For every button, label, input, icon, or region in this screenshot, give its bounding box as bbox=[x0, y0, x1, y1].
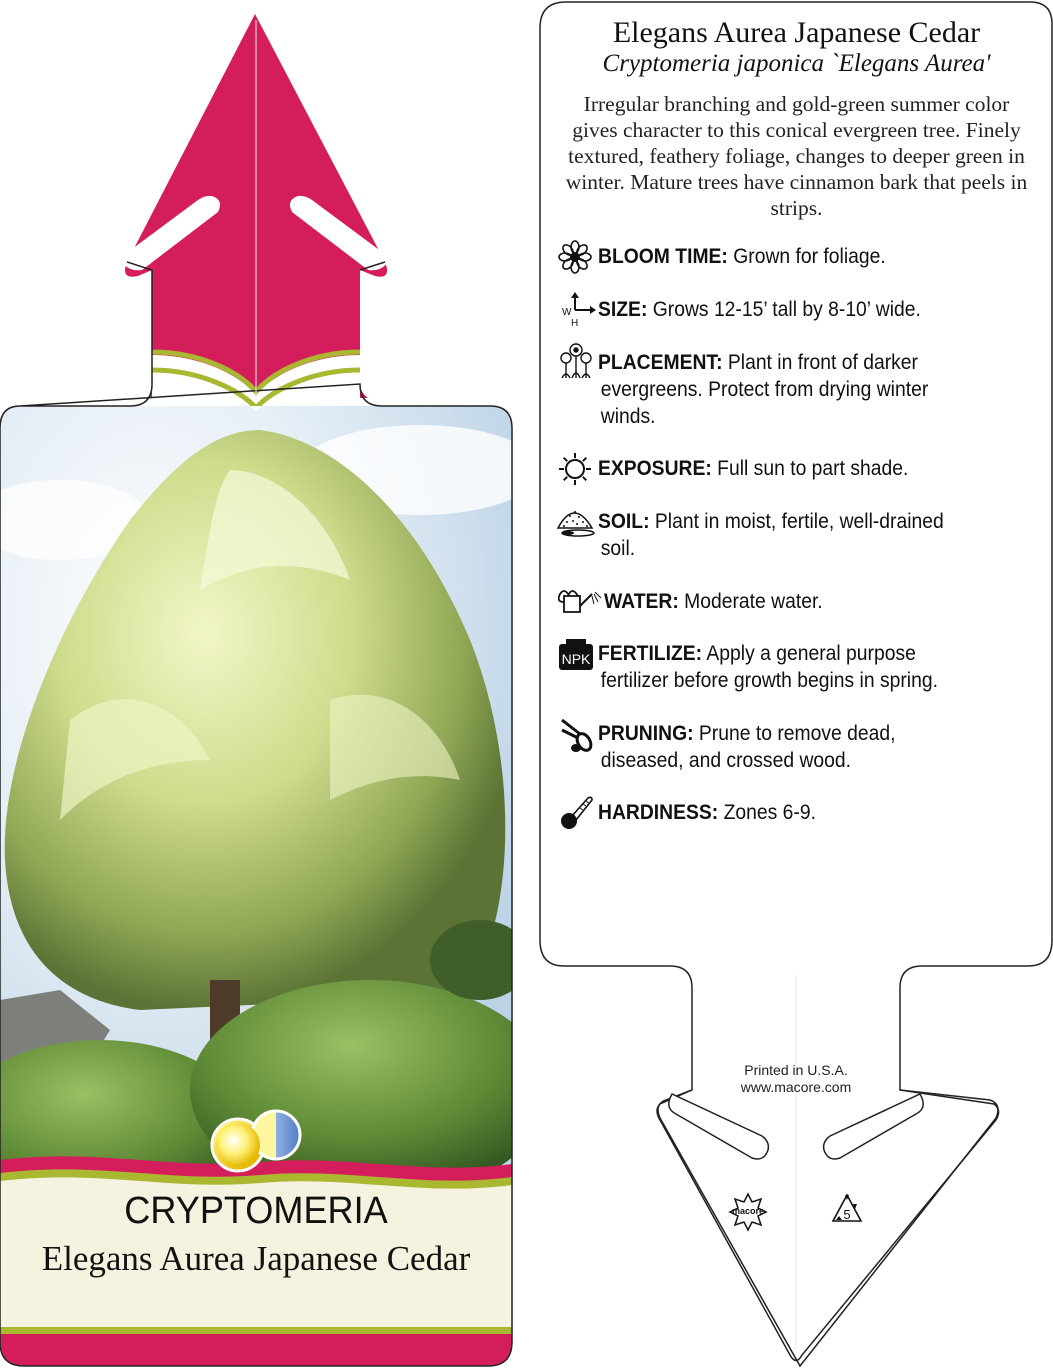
hardiness-text: Zones 6-9. bbox=[723, 801, 816, 824]
soil-label: SOIL: bbox=[598, 510, 650, 533]
bloom-time-row bbox=[598, 243, 886, 270]
front-common-name: Elegans Aurea Japanese Cedar bbox=[41, 1239, 471, 1278]
hardiness-row bbox=[598, 799, 816, 826]
size-label: SIZE: bbox=[598, 298, 648, 321]
pruning-text-line2: diseased, and crossed wood. bbox=[600, 749, 852, 772]
printed-in: Printed in U.S.A. bbox=[744, 1062, 848, 1078]
bloom-time-text: Grown for foliage. bbox=[733, 245, 886, 268]
macore-logo-text: macore bbox=[731, 1206, 765, 1216]
size-wh-icon bbox=[558, 292, 598, 328]
front-genus: CRYPTOMERIA bbox=[124, 1190, 388, 1232]
sun-icon bbox=[558, 452, 592, 486]
pruning-row bbox=[598, 720, 895, 774]
exposure-row bbox=[598, 455, 908, 482]
placement-flowers-icon bbox=[558, 342, 594, 380]
macore-logo-icon bbox=[728, 1192, 768, 1232]
watering-can-icon bbox=[558, 582, 602, 618]
hardiness-label: HARDINESS: bbox=[598, 801, 719, 824]
placement-label: PLACEMENT: bbox=[598, 351, 723, 374]
size-h-label: H bbox=[571, 318, 579, 328]
pruning-text: Prune to remove dead, bbox=[698, 722, 896, 745]
npk-icon bbox=[558, 638, 594, 672]
printer-info bbox=[690, 1062, 902, 1096]
flower-icon bbox=[558, 240, 592, 274]
fertilize-text-line2: fertilizer before growth begins in spring. bbox=[600, 669, 938, 692]
placement-text-line3: winds. bbox=[600, 405, 656, 428]
thermometer-icon bbox=[558, 794, 594, 830]
placement-text: Plant in front of darker bbox=[727, 351, 918, 374]
recycle-5-icon bbox=[830, 1192, 864, 1226]
bloom-time-label: BLOOM TIME: bbox=[598, 245, 728, 268]
latin-name: Cryptomeria japonica `Elegans Aurea' bbox=[602, 50, 991, 77]
pruning-shears-icon bbox=[558, 716, 594, 754]
soil-text: Plant in moist, fertile, well-drained bbox=[654, 510, 944, 533]
placement-row bbox=[598, 349, 928, 430]
plant-description: Irregular branching and gold-green summer color gives character to this conical evergreen tree. Finely textured, feathery foliage, changes to deeper green in winter. Mature trees have cinnamon bark that peels in strips. bbox=[565, 92, 1028, 220]
soil-pile-icon bbox=[556, 502, 596, 538]
water-row bbox=[604, 588, 823, 615]
recycle-number: 5 bbox=[843, 1207, 851, 1222]
exposure-label: EXPOSURE: bbox=[598, 457, 712, 480]
exposure-text: Full sun to part shade. bbox=[717, 457, 909, 480]
website: www.macore.com bbox=[740, 1079, 852, 1095]
fertilize-row bbox=[598, 640, 938, 694]
size-w-label: W bbox=[562, 307, 572, 318]
size-text: Grows 12-15’ tall by 8-10’ wide. bbox=[652, 298, 921, 321]
npk-label: NPK bbox=[561, 651, 591, 667]
fertilize-label: FERTILIZE: bbox=[598, 642, 703, 665]
size-row bbox=[598, 296, 921, 323]
water-label: WATER: bbox=[604, 590, 679, 613]
soil-row bbox=[598, 508, 944, 562]
placement-text-line2: evergreens. Protect from drying winter bbox=[600, 378, 929, 401]
water-text: Moderate water. bbox=[684, 590, 823, 613]
pruning-label: PRUNING: bbox=[598, 722, 694, 745]
soil-text-line2: soil. bbox=[600, 537, 636, 560]
fertilize-text: Apply a general purpose bbox=[706, 642, 916, 665]
back-title: Elegans Aurea Japanese Cedar bbox=[612, 16, 981, 49]
